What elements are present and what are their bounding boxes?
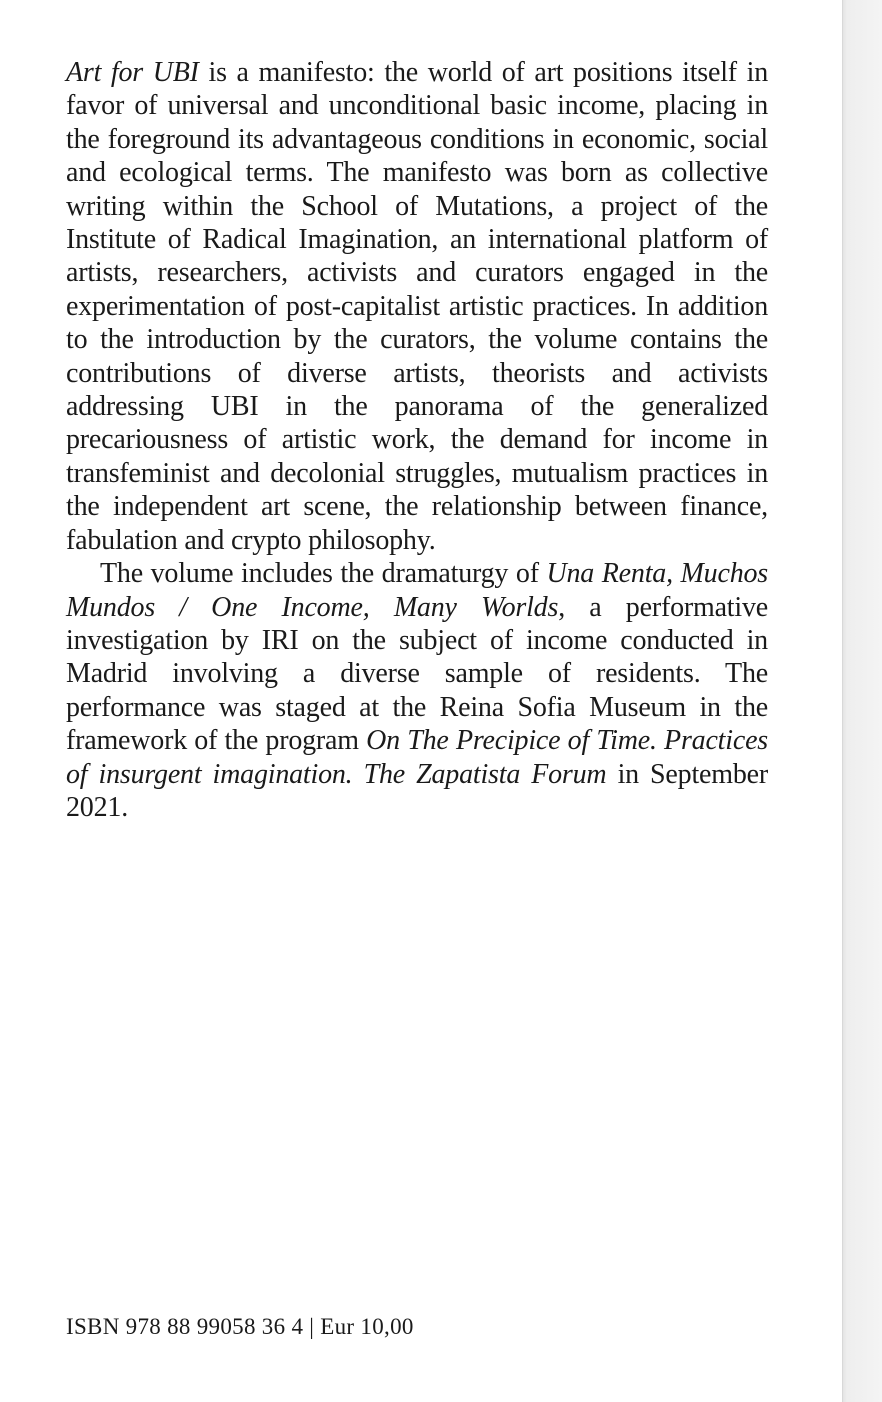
program-title-italic: On The Precipice of Time. Practices of insurgent imagination. The Zapatista Forum [66, 725, 768, 790]
paragraph-dramaturgy [66, 557, 768, 824]
description-text [66, 56, 768, 824]
book-title-italic: Art for UBI [66, 57, 199, 88]
paragraph-manifesto [66, 56, 768, 557]
paragraph-manifesto-body: is a manifesto: the world of art positions itself in favor of universal and unconditional basic income, placing in the foreground its advantageous conditions in economic, social and ecological terms. The manifesto was born as collective writing within the School of Mutations, a project of the Institute of Radical Imagination, an international platform of artists, researchers, activists and curators engaged in the experimentation of post-capitalist artistic practices. In addition to the introduction by the curators, the volume contains the contributions of diverse artists, theorists and activists addressing UBI in the panorama of the generalized precariousness of artistic work, the demand for income in transfeminist and decolonial struggles, mutualism practices in the independent art scene, the relationship between finance, fabulation and crypto philosophy. [66, 57, 769, 556]
performance-title-italic: Una Renta, Muchos Mundos / One Income, Many Worlds [66, 558, 768, 623]
paragraph-dramaturgy-middle: , a performative investigation by IRI on the subject of income conducted in Madrid involving a diverse sample of residents. The performance was staged at the Reina Sofia Museum in the framework of the program [66, 591, 768, 757]
paragraph-dramaturgy-end: in September 2021. [66, 758, 768, 823]
page-edge-shadow [842, 0, 882, 1402]
isbn-price-line: ISBN 978 88 99058 36 4 | Eur 10,00 [66, 1314, 414, 1339]
paragraph-dramaturgy-intro: The volume includes the dramaturgy of [100, 558, 547, 590]
